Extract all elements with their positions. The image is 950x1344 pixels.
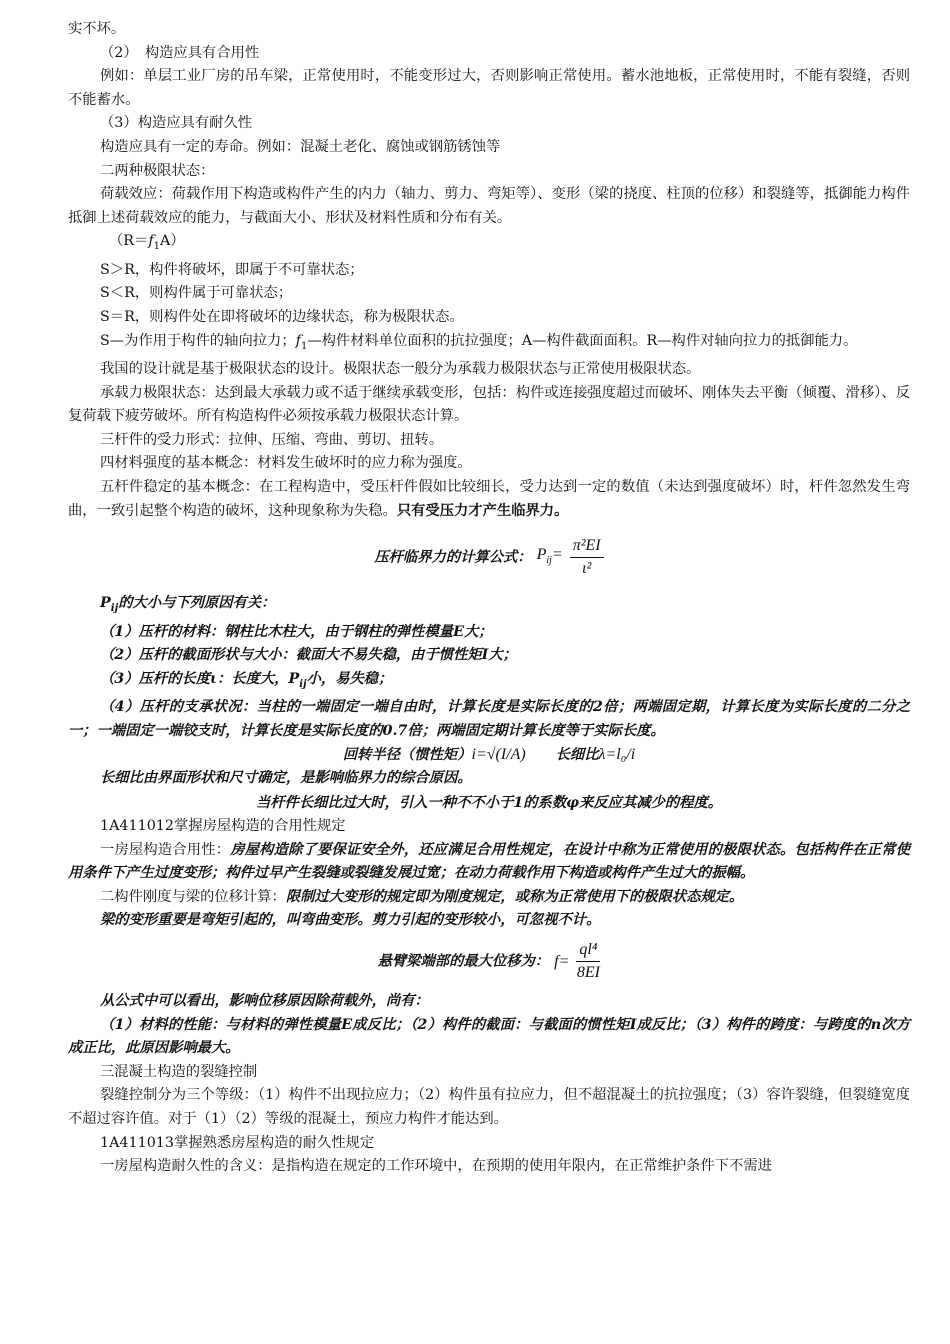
- formula-critical-force: 压杆临界力的计算公式： $P_{ij}=$ $\frac{\text{π²EI}}{\text{ι²}}$: [68, 535, 910, 580]
- paragraph-centered: 当杆件长细比过大时，引入一种不不小于1的系数φ来反应其减少的程度。: [255, 795, 723, 812]
- paragraph: 四材料强度的基本概念：材料发生破坏时的应力称为强度。: [100, 455, 472, 472]
- formula-radius-slenderness: 回转半径（惯性矩）i=√(I/A) 长细比λ=l₀/i: [342, 746, 636, 764]
- paragraph: S＜R，则构件属于可靠状态；: [100, 285, 293, 302]
- paragraph: 例如：单层工业厂房的吊车梁，正常使用时，不能变形过大，否则影响正常使用。蓄水池地板，正常使用时，不能有裂缝，否则不能蓄水。: [68, 68, 910, 108]
- text-line: 实不坏。: [68, 21, 126, 37]
- section-heading: 二两种极限状态：: [100, 162, 215, 179]
- document-page: [68, 18, 910, 1179]
- paragraph: 梁的变形重要是弯矩引起的，叫弯曲变形。剪力引起的变形较小，可忽视不计。: [100, 912, 601, 929]
- formula-inline: $(R=f_1A)$: [109, 233, 185, 253]
- paragraph: 一房屋构造合用性：房屋构造除了要保证安全外，还应满足合用性规定，在设计中称为正常使用的极限状态。包括构件在正常使用条件下产生过度变形；构件过早产生裂缝或裂缝发展过宽；在动力荷载作用下构造或构件产生过大的振幅。: [68, 841, 911, 882]
- paragraph: （1）材料的性能：与材料的弹性模量E成反比；（2）构件的截面：与截面的惯性矩I成反比；（3）构件的跨度：与跨度的n次方成正比，此原因影响最大。: [68, 1016, 910, 1057]
- paragraph: 构造应具有一定的寿命。例如：混凝土老化、腐蚀或钢筋锈蚀等: [100, 138, 501, 155]
- section-heading: 1A411013掌握熟悉房屋构造的耐久性规定: [100, 1134, 375, 1151]
- paragraph: S—为作用于构件的轴向拉力；$f_1—$构件材料单位面积的抗拉强度；A—构件截面面积。R—构件对轴向拉力的抵御能力。: [100, 332, 858, 352]
- paragraph: 我国的设计就是基于极限状态的设计。极限状态一般分为承载力极限状态与正常使用极限状态。: [100, 361, 701, 378]
- paragraph: 承载力极限状态：达到最大承载力或不适于继续承载变形，包括：构件或连接强度超过而破坏、刚体失去平衡（倾覆、滑移）、反复荷载下疲劳破坏。所有构造构件必须按承载力极限状态计算。: [68, 384, 910, 425]
- section-heading: 1A411012掌握房屋构造的合用性规定: [100, 818, 346, 835]
- paragraph: S＞R，构件将破坏，即属于不可靠状态；: [100, 261, 364, 278]
- list-item: （4）压杆的支承状况：当柱的一端固定一端自由时，计算长度是实际长度的2倍；两端固定期，计算长度为实际长度的二分之一；一端固定一端铰支时，计算长度是实际长度的0.7倍；两端固定期计算长度等于实际长度。: [68, 699, 910, 739]
- paragraph: 二构件刚度与梁的位移计算：限制过大变形的规定即为刚度规定，或称为正常使用下的极限状态规定。: [100, 888, 744, 905]
- list-item: （2）压杆的截面形状与大小：截面大不易失稳，由于惯性矩I大；: [100, 647, 517, 664]
- paragraph: 荷载效应：荷载作用下构造或构件产生的内力（轴力、剪力、弯矩等）、变形（梁的挠度、柱顶的位移）和裂缝等，抵御能力构件抵御上述荷载效应的能力，与截面大小、形状及材料性质和分布有关。: [68, 186, 910, 226]
- subheading: （2） 构造应具有合用性: [100, 44, 260, 61]
- formula-cantilever-deflection: 悬臂梁端部的最大位移为： f= $\frac{\text{ql⁴}}{8EI}$: [377, 941, 600, 982]
- paragraph: 三杆件的受力形式：拉伸、压缩、弯曲、剪切、扭转。: [100, 431, 444, 448]
- paragraph: 五杆件稳定的基本概念：在工程构造中，受压杆件假如比较细长，受力达到一定的数值（未达到强度破坏）时，杆件忽然发生弯曲，一致引起整个构造的破坏，这种现象称为失稳。只有受压力才产生临界力。: [68, 479, 910, 519]
- list-item: （3）压杆的长度ι：长度大，$P_{ij}$小，易失稳；: [100, 670, 393, 690]
- section-heading: 三混凝土构造的裂缝控制: [100, 1063, 258, 1080]
- paragraph: S＝R，则构件处在即将破坏的边缘状态，称为极限状态。: [100, 308, 464, 325]
- paragraph: 裂缝控制分为三个等级：（1）构件不出现拉应力；（2）构件虽有拉应力，但不超混凝土的抗拉强度；（3）容许裂缝，但裂缝宽度不超过容许值。对于（1）（2）等级的混凝土，预应力构件才能达到。: [68, 1087, 910, 1127]
- list-item: （1）压杆的材料：钢柱比木柱大，由于钢柱的弹性模量E大；: [100, 623, 493, 640]
- paragraph: 长细比由界面形状和尺寸确定，是影响临界力的综合原因。: [100, 770, 472, 787]
- paragraph: $P_{ij}$的大小与下列原因有关：: [100, 595, 276, 615]
- paragraph: 一房屋构造耐久性的含义：是指构造在规定的工作环境中，在预期的使用年限内，在正常维护条件下不需进: [100, 1158, 772, 1175]
- subheading: （3）构造应具有耐久性: [100, 115, 253, 132]
- paragraph: 从公式中可以看出，影响位移原因除荷载外，尚有：: [100, 993, 429, 1010]
